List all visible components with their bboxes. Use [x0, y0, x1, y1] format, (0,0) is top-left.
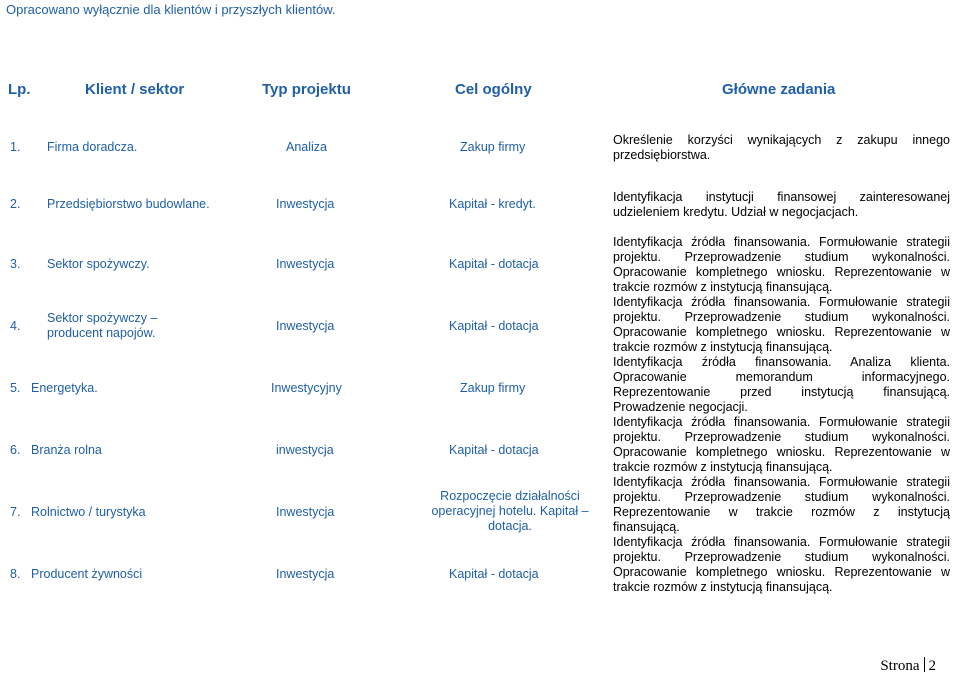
- header-goal: Cel ogólny: [455, 81, 532, 98]
- row-goal: Zakup firmy: [460, 381, 526, 395]
- task-line: finansującą.: [613, 520, 680, 534]
- task-line: trakcie rozmów z instytucją finansującą.: [613, 460, 833, 474]
- task-line: Identyfikacja źródła finansowania. Formułowanie strategii: [613, 535, 950, 549]
- row-goal: Kapitał - dotacja: [449, 567, 539, 581]
- document-tagline: Opracowano wyłącznie dla klientów i przyszłych klientów.: [6, 2, 336, 17]
- task-line: trakcie rozmów z instytucją finansującą.: [613, 580, 833, 594]
- task-line: Identyfikacja źródła finansowania. Formułowanie strategii: [613, 295, 950, 309]
- row-goal: [400, 489, 620, 534]
- task-line: trakcie rozmów z instytucją finansującą.: [613, 340, 833, 354]
- task-line: Identyfikacja źródła finansowania. Formułowanie strategii: [613, 415, 950, 429]
- task-line: projektu. Przeprowadzenie studium wykonalności.: [613, 250, 950, 264]
- row-number: 6.: [10, 443, 21, 457]
- row-client: Rolnictwo / turystyka: [31, 505, 146, 519]
- row-goal: Kapitał - kredyt.: [449, 197, 536, 211]
- task-line: przedsiębiorstwa.: [613, 148, 711, 162]
- row-type: Inwestycja: [276, 319, 335, 333]
- task-line: Reprezentowanie przed instytucją finansującą.: [613, 385, 950, 399]
- row-number: 1.: [10, 140, 21, 154]
- tasks-row-1: [613, 133, 950, 163]
- row-client: Firma doradcza.: [47, 140, 138, 154]
- header-lp: Lp.: [8, 81, 31, 98]
- row-number: 5.: [10, 381, 21, 395]
- task-line: Określenie korzyści wynikających z zakupu innego: [613, 133, 950, 147]
- task-line: Prowadzenie negocjacji.: [613, 400, 748, 414]
- task-line: projektu. Przeprowadzenie studium wykonalności.: [613, 430, 950, 444]
- row-goal: Zakup firmy: [460, 140, 526, 154]
- row-goal: Kapitał - dotacja: [449, 257, 539, 271]
- row-number: 8.: [10, 567, 21, 581]
- footer-separator: [924, 657, 925, 672]
- row-type: Inwestycyjny: [271, 381, 342, 395]
- row-type: Inwestycja: [276, 505, 335, 519]
- task-line: Reprezentowanie w trakcie rozmów z instytucją: [613, 505, 950, 519]
- task-line: Identyfikacja źródła finansowania. Analiza klienta.: [613, 355, 950, 369]
- row-client-line1: Sektor spożywczy –: [47, 311, 158, 325]
- task-line: projektu. Przeprowadzenie studium wykonalności.: [613, 490, 950, 504]
- row-number: 7.: [10, 505, 21, 519]
- task-line: Opracowanie kompletnego wniosku. Reprezentowanie w: [613, 265, 950, 279]
- row-client: Przedsiębiorstwo budowlane.: [47, 197, 210, 211]
- task-line: Opracowanie kompletnego wniosku. Reprezentowanie w: [613, 325, 950, 339]
- row-number: 2.: [10, 197, 21, 211]
- row-goal-line1: Rozpoczęcie działalności: [440, 489, 580, 503]
- row-type: Inwestycja: [276, 567, 335, 581]
- row-goal-line3: dotacja.: [488, 519, 532, 533]
- row-type: Analiza: [286, 140, 327, 154]
- page-number: 2: [928, 658, 936, 674]
- footer-label: Strona: [880, 658, 920, 674]
- row-client-line2: producent napojów.: [47, 326, 156, 340]
- row-number: 3.: [10, 257, 21, 271]
- header-tasks: Główne zadania: [722, 81, 836, 98]
- page-footer: [880, 657, 936, 675]
- tasks-block-3-8: [613, 235, 950, 595]
- task-line: trakcie rozmów z instytucją finansującą.: [613, 280, 833, 294]
- row-client: Producent żywności: [31, 567, 143, 581]
- header-client: Klient / sektor: [85, 81, 185, 98]
- header-type: Typ projektu: [262, 81, 351, 98]
- row-number: 4.: [10, 319, 21, 333]
- task-line: Identyfikacja instytucji finansowej zainteresowanej: [613, 190, 950, 204]
- row-type: Inwestycja: [276, 257, 335, 271]
- row-client: Energetyka.: [31, 381, 98, 395]
- task-line: Opracowanie memorandum informacyjnego.: [613, 370, 950, 384]
- row-goal: Kapitał - dotacja: [449, 319, 539, 333]
- row-type: Inwestycja: [276, 197, 335, 211]
- row-goal: Kapitał - dotacja: [449, 443, 539, 457]
- task-line: udzieleniem kredytu. Udział w negocjacjach.: [613, 205, 859, 219]
- tasks-row-2: [613, 190, 950, 220]
- task-line: Opracowanie kompletnego wniosku. Reprezentowanie w: [613, 445, 950, 459]
- row-client: Sektor spożywczy.: [47, 257, 150, 271]
- row-goal-line2: operacyjnej hotelu. Kapitał –: [431, 504, 589, 518]
- task-line: Identyfikacja źródła finansowania. Formułowanie strategii: [613, 235, 950, 249]
- row-client: Branża rolna: [31, 443, 102, 457]
- task-line: Identyfikacja źródła finansowania. Formułowanie strategii: [613, 475, 950, 489]
- task-line: projektu. Przeprowadzenie studium wykonalności.: [613, 310, 950, 324]
- row-type: inwestycja: [276, 443, 334, 457]
- task-line: Opracowanie kompletnego wniosku. Reprezentowanie w: [613, 565, 950, 579]
- task-line: projektu. Przeprowadzenie studium wykonalności.: [613, 550, 950, 564]
